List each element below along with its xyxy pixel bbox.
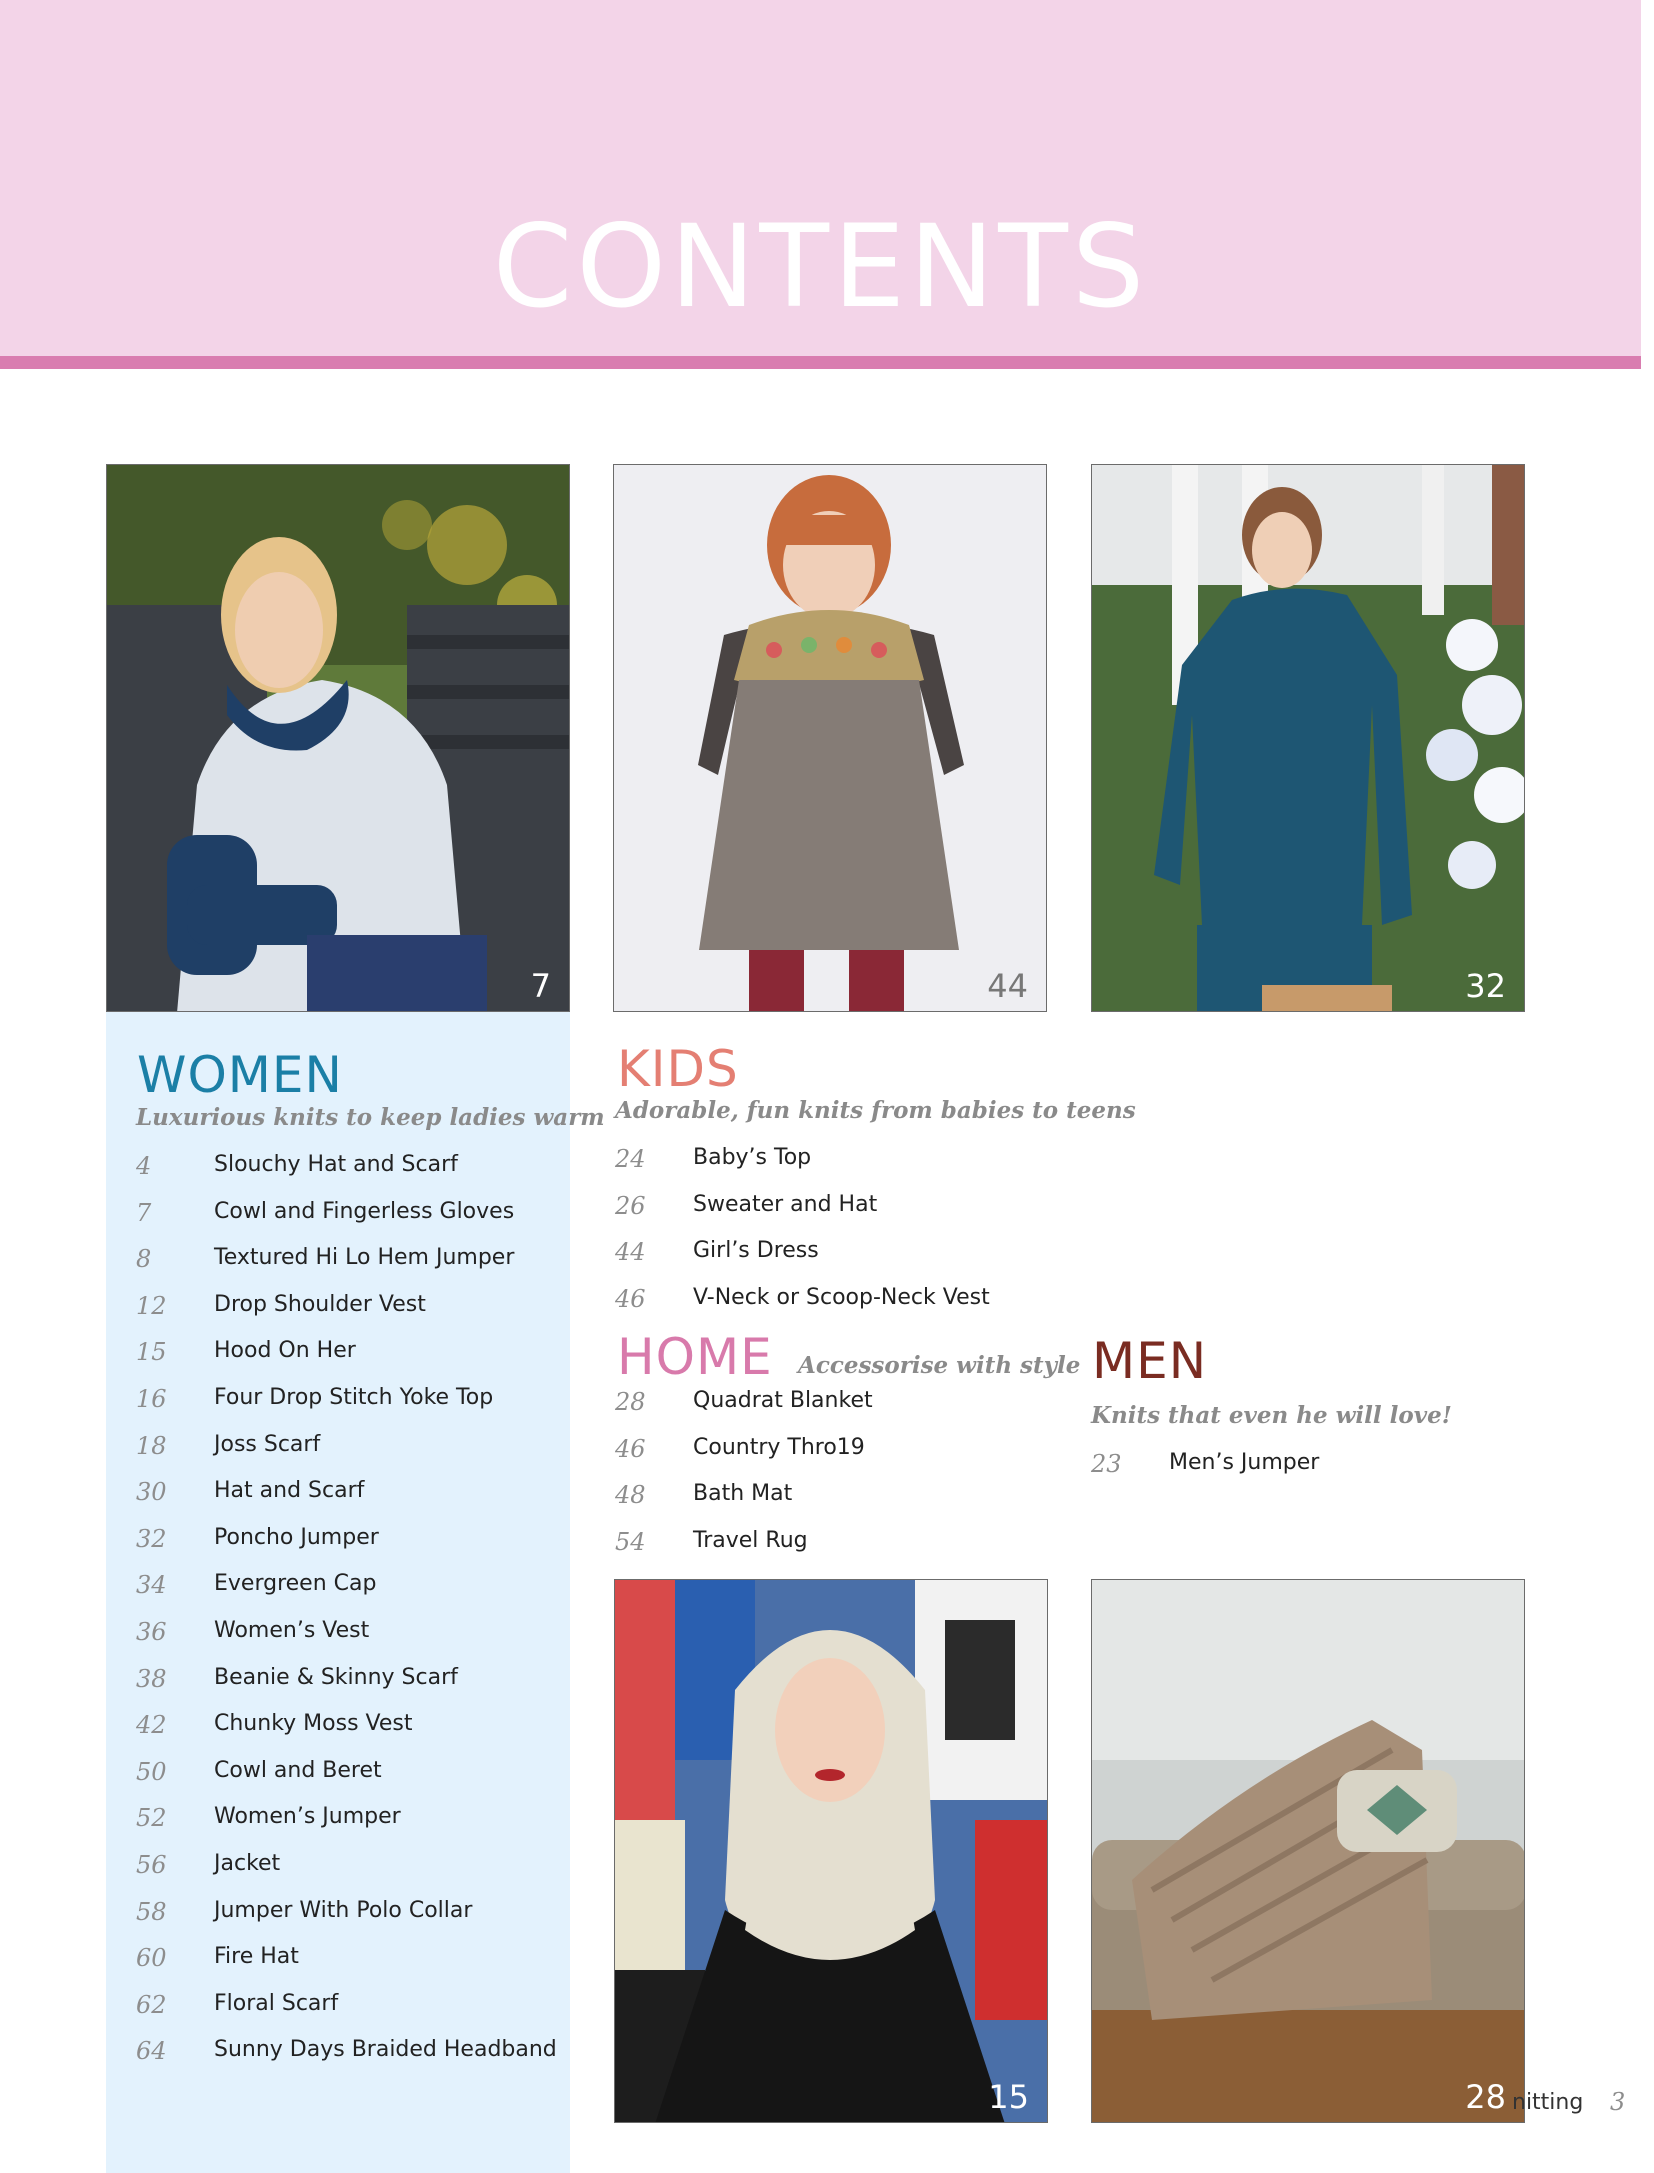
toc-page-number: 64	[136, 2037, 167, 2066]
toc-entry-title: Quadrat Blanket	[693, 1388, 873, 1413]
photo-poncho-jumper-image	[1092, 465, 1525, 1012]
toc-page-number: 24	[615, 1145, 646, 1173]
toc-page-number: 16	[136, 1385, 167, 1413]
toc-entry-title: Men’s Jumper	[1169, 1450, 1320, 1475]
toc-page-number: 52	[136, 1804, 167, 1833]
photo-page-number: 32	[1465, 967, 1506, 1005]
toc-entry-title: Women’s Jumper	[214, 1804, 401, 1830]
toc-page-number: 28	[615, 1388, 646, 1416]
toc-entry-title: Drop Shoulder Vest	[214, 1291, 426, 1317]
toc-page-number: 54	[615, 1527, 646, 1556]
men-tagline: Knits that even he will love!	[1091, 1402, 1452, 1429]
toc-page-number: 50	[136, 1757, 167, 1786]
photo-hood-image	[615, 1580, 1048, 2123]
toc-entry-title: Slouchy Hat and Scarf	[214, 1152, 458, 1177]
toc-page-number: 34	[136, 1571, 167, 1600]
photo-hood[interactable]	[614, 1579, 1048, 2123]
photo-kids-dress[interactable]	[613, 464, 1047, 1012]
toc-page-number: 15	[136, 1338, 167, 1367]
toc-entry-title: V-Neck or Scoop-Neck Vest	[693, 1284, 990, 1310]
page-title: CONTENTS	[492, 200, 1149, 333]
women-heading: WOMEN	[137, 1046, 343, 1104]
men-heading: MEN	[1092, 1332, 1208, 1390]
photo-kids-dress-image	[614, 465, 1047, 1012]
women-tagline: Luxurious knits to keep ladies warm	[136, 1104, 605, 1131]
photo-page-number: 44	[987, 967, 1028, 1005]
footer-page-number: 3	[1610, 2088, 1626, 2116]
toc-entry-title: Hood On Her	[214, 1338, 356, 1364]
toc-page-number: 7	[136, 1198, 152, 1227]
toc-page-number: 48	[615, 1481, 646, 1510]
toc-entry-title: Poncho Jumper	[214, 1524, 379, 1550]
toc-entry-title: Baby’s Top	[693, 1145, 812, 1170]
toc-entry-title: Hat and Scarf	[214, 1478, 365, 1504]
toc-page-number: 4	[136, 1152, 152, 1180]
toc-entry-title: Country Thro19	[693, 1434, 865, 1460]
toc-page-number: 30	[136, 1478, 167, 1507]
toc-page-number: 32	[136, 1524, 167, 1553]
header-rule	[0, 356, 1641, 369]
kids-heading: KIDS	[617, 1040, 739, 1098]
toc-page-number: 56	[136, 1851, 167, 1879]
toc-page-number: 62	[136, 1990, 167, 2019]
toc-entry-title: Bath Mat	[693, 1481, 793, 1507]
photo-blanket-image	[1092, 1580, 1525, 2123]
toc-entry-title: Girl’s Dress	[693, 1238, 819, 1264]
toc-entry-title: Fire Hat	[214, 1944, 299, 1970]
toc-page-number: 26	[615, 1191, 646, 1220]
toc-entry-title: Beanie & Skinny Scarf	[214, 1664, 458, 1690]
toc-entry-title: Textured Hi Lo Hem Jumper	[214, 1245, 515, 1271]
toc-entry-title: Four Drop Stitch Yoke Top	[214, 1385, 494, 1410]
toc-entry-title: Travel Rug	[693, 1527, 808, 1553]
footer-publication: nitting	[1512, 2090, 1584, 2115]
photo-page-number: 28	[1465, 2078, 1506, 2116]
toc-page-number: 12	[136, 1291, 167, 1320]
photo-page-number: 7	[530, 967, 551, 1005]
toc-page-number: 18	[136, 1431, 167, 1460]
toc-page-number: 60	[136, 1944, 167, 1973]
toc-entry-title: Jumper With Polo Collar	[214, 1897, 473, 1923]
photo-blanket[interactable]	[1091, 1579, 1525, 2123]
toc-page-number: 46	[615, 1284, 646, 1313]
photo-women-cowl[interactable]	[106, 464, 570, 1012]
toc-entry-title: Sunny Days Braided Headband	[214, 2037, 557, 2063]
toc-page-number: 46	[615, 1434, 646, 1463]
home-heading: HOME	[617, 1328, 773, 1386]
toc-page-number: 36	[136, 1618, 167, 1646]
toc-page-number: 38	[136, 1664, 167, 1693]
toc-entry-title: Sweater and Hat	[693, 1191, 878, 1217]
toc-entry-title: Jacket	[214, 1851, 281, 1876]
photo-poncho-jumper[interactable]	[1091, 464, 1525, 1012]
photo-women-cowl-image	[107, 465, 570, 1012]
toc-page-number: 44	[615, 1238, 646, 1267]
toc-entry-title: Floral Scarf	[214, 1990, 339, 2016]
toc-entry-title: Joss Scarf	[214, 1431, 321, 1457]
kids-tagline: Adorable, fun knits from babies to teens	[615, 1097, 1136, 1124]
toc-entry-title: Women’s Vest	[214, 1618, 370, 1643]
toc-entry-title: Cowl and Beret	[214, 1757, 382, 1783]
toc-entry-title: Evergreen Cap	[214, 1571, 377, 1597]
home-tagline: Accessorise with style	[798, 1352, 1081, 1379]
toc-page-number: 58	[136, 1897, 167, 1926]
toc-page-number: 8	[136, 1245, 152, 1274]
toc-entry-title: Chunky Moss Vest	[214, 1711, 413, 1737]
toc-page-number: 23	[1091, 1450, 1122, 1478]
photo-page-number: 15	[988, 2078, 1029, 2116]
toc-page-number: 42	[136, 1711, 167, 1740]
toc-entry-title: Cowl and Fingerless Gloves	[214, 1198, 515, 1224]
